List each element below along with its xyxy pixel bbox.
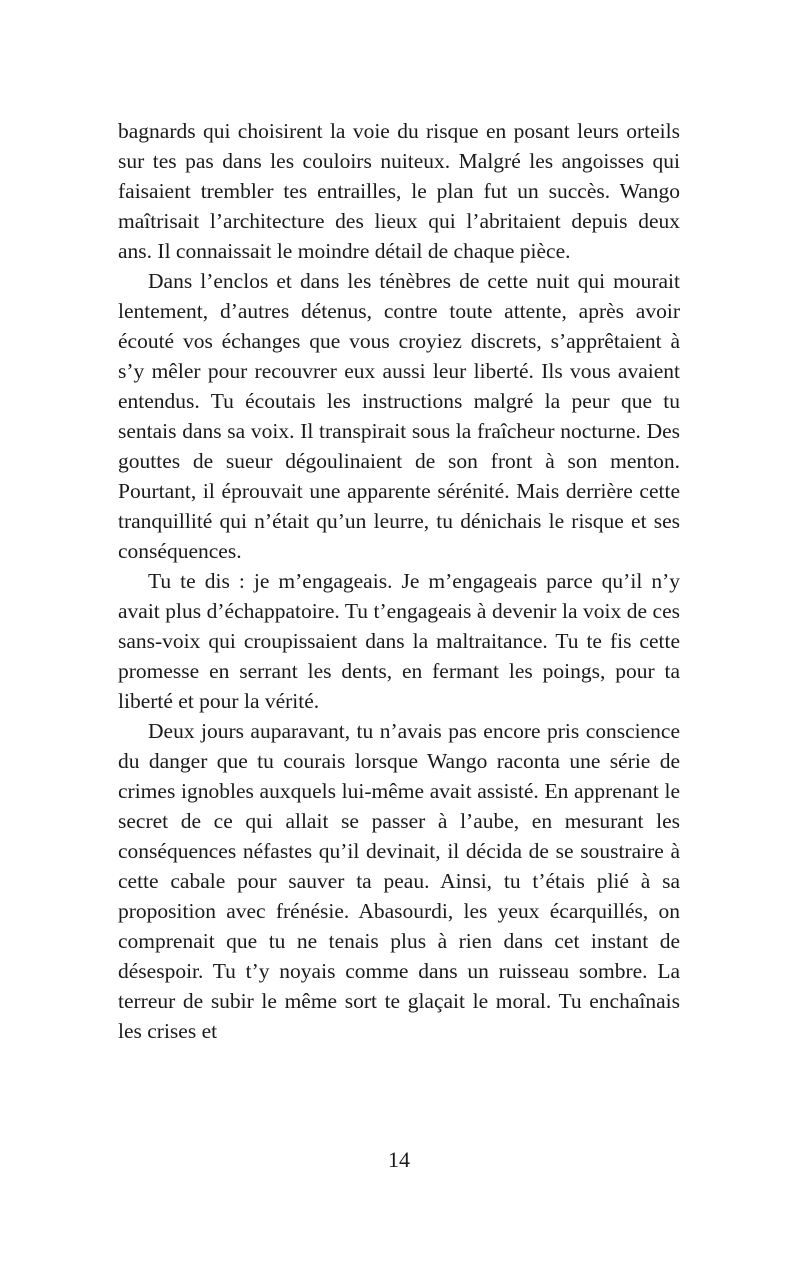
paragraph-3: Tu te dis : je m’engageais. Je m’engageais parce qu’il n’y avait plus d’échappatoire. Tu t’engageais à devenir la voix de ces sans-voix qui croupissaient dans la maltraitance. Tu te fis cette promesse en serrant les dents, en fermant les poings, pour ta liberté et pour la vérité. <box>118 569 680 713</box>
page-number: 14 <box>388 1147 410 1172</box>
paragraph-4: Deux jours auparavant, tu n’avais pas encore pris conscience du danger que tu courais lorsque Wango raconta une série de crimes ignobles auxquels lui-même avait assisté. En apprenant le secret de ce qui allait se passer à l’aube, en mesurant les conséquences néfastes qu’il devinait, il décida de se soustraire à cette cabale pour sauver ta peau. Ainsi, tu t’étais plié à sa proposition avec frénésie. Abasourdi, les yeux écarquillés, on comprenait que tu ne tenais plus à rien dans cet instant de désespoir. Tu t’y noyais comme dans un ruisseau sombre. La terreur de subir le même sort te glaçait le moral. Tu enchaînais les crises et <box>118 719 680 1043</box>
body-text <box>118 116 680 1046</box>
paragraph-1: bagnards qui choisirent la voie du risque en posant leurs orteils sur tes pas dans les couloirs nuiteux. Malgré les angoisses qui faisaient trembler tes entrailles, le plan fut un succès. Wango maîtrisait l’architecture des lieux qui l’abritaient depuis deux ans. Il connaissait le moindre détail de chaque pièce. <box>118 119 680 263</box>
paragraph-2: Dans l’enclos et dans les ténèbres de cette nuit qui mourait lentement, d’autres détenus, contre toute attente, après avoir écouté vos échanges que vous croyiez discrets, s’apprêtaient à s’y mêler pour recouvrer eux aussi leur liberté. Ils vous avaient entendus. Tu écoutais les instructions malgré la peur que tu sentais dans sa voix. Il transpirait sous la fraîcheur nocturne. Des gouttes de sueur dégoulinaient de son front à son menton. Pourtant, il éprouvait une apparente sérénité. Mais derrière cette tranquillité qui n’était qu’un leurre, tu dénichais le risque et ses conséquences. <box>118 269 680 563</box>
